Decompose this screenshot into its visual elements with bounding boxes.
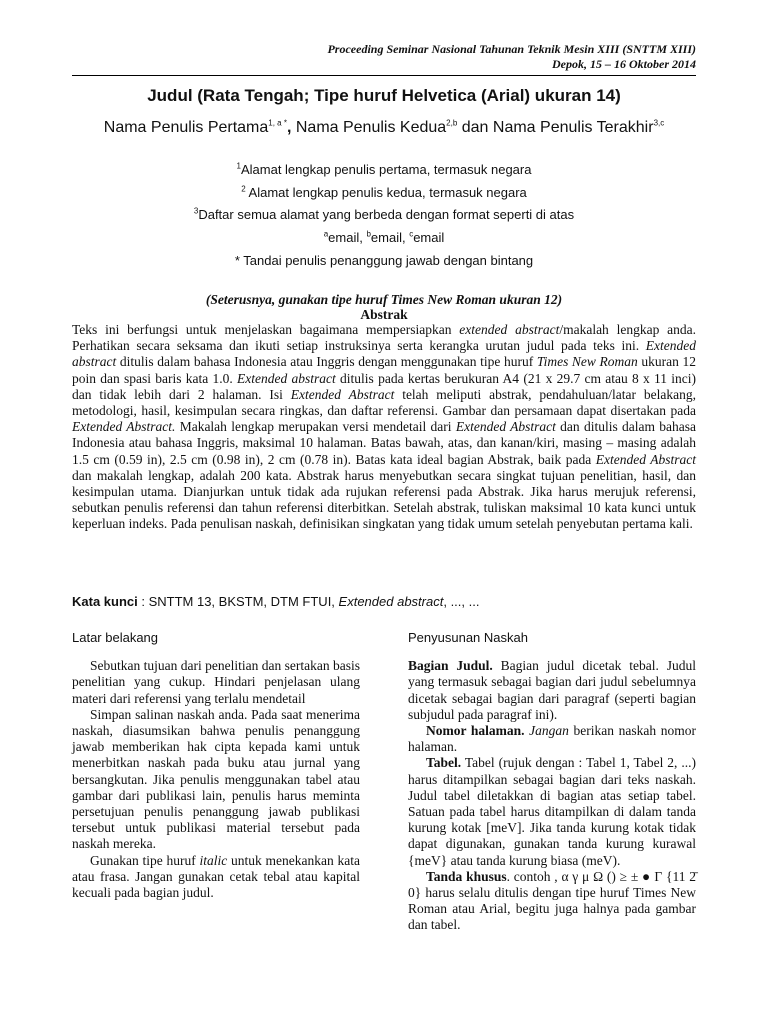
- abstract-text: dan makalah lengkap, adalah 200 kata. Abstrak harus menyebutkan secara singkat tujuan penelitian, hasil, dan kesimpulan utama. Dianjurkan untuk tidak ada rujukan referensi pada Abstrak. Jika harus merujuk referensi, sebutkan penulis referensi dan tahun referensi diterbitkan. Setelah abstrak, tuliskan maksimal 10 kata kunci untuk keperluan indeks. Pada penulisan naskah, definisikan singkatan yang tidak umum setelah penyebutan pertama kali.: [72, 467, 696, 532]
- keywords-label: Kata kunci: [72, 594, 138, 609]
- paragraph: Sebutkan tujuan dari penelitian dan sertakan basis penelitian yang cukup. Hindari penjelasan ulang materi dari referensi yang terlalu mendetail: [72, 658, 360, 706]
- abstract-emphasis: Extended Abstract.: [72, 419, 176, 435]
- author-list: [100, 118, 668, 137]
- section-heading-background: Latar belakang: [72, 630, 159, 645]
- run-in-heading: Tanda khusus: [426, 868, 507, 884]
- abstract-emphasis: extended abstract: [459, 322, 560, 337]
- email-b-marker: b: [366, 229, 371, 239]
- abstract-text: Teks ini berfungsi untuk menjelaskan bagaimana mempersiapkan: [72, 322, 460, 337]
- abstract-heading: Abstrak: [360, 307, 408, 322]
- paragraph-emphasis: Jangan: [524, 723, 569, 739]
- abstract-text: dan ditulis dalam bahasa Indonesia atau bahasa Inggris, maksimal 10 halaman. Batas bawah, atas, dan kanan/kiri, masing – masing adalah 1.5 cm (0.59 in), 2.5 cm (0.98 in), 2 cm (0.78 in). Batas kata ideal bagian Abstrak, baik pada: [72, 419, 697, 467]
- abstract-emphasis: Extended Abstract: [290, 386, 395, 402]
- keywords-text-end: , ..., ...: [443, 594, 480, 609]
- affiliation-1: [72, 162, 696, 177]
- author-2: Nama Penulis Kedua: [295, 119, 447, 136]
- paragraph-text: Tabel (rujuk dengan : Tabel 1, Tabel 2, ...) harus ditampilkan sebagai bagian dari teks naskah. Judul tabel diletakkan di bagian atas setiap tabel. Satuan pada tabel harus ditampilkan di dalam tanda kurung kotak [meV]. Jika tanda kurung kotak tidak dapat digunakan, gunakan tanda kurung kurawal {meV} atau tanda kurung biasa (meV).: [408, 755, 696, 868]
- run-in-heading: Tabel.: [426, 755, 462, 771]
- paragraph-text: berikan naskah nomor halaman.: [408, 723, 696, 755]
- abstract-text: ukuran 12 poin dan spasi baris kata 1.0.: [72, 354, 696, 386]
- abstract-text: telah meliputi abstrak, pendahuluan/latar belakang, metodologi, hasil, kesimpulan secara ringkas, dan daftar referensi. Gambar dan persamaan dapat disertakan pada: [72, 386, 696, 419]
- section-heading-manuscript: Penyusunan Naskah: [408, 630, 528, 645]
- paragraph: [408, 869, 696, 934]
- abstract-text: Makalah lengkap merupakan versi mendetail dari: [175, 419, 456, 435]
- author-1-marker: 1, a *: [268, 118, 287, 128]
- paragraph: Simpan salinan naskah anda. Pada saat menerima naskah, diasumsikan bahwa penulis penanggung jawab memberikan hak cipta kepada kami untuk menerbitkan naskah pada buku atau jurnal yang bersangkutan. Jika penulis menggunakan tabel atau gambar dari publikasi lain, penulis harus meminta persetujuan penulis penanggung jawab publikasi tersebut untuk publikasi material tersebut pada naskah mereka.: [72, 706, 360, 852]
- abstract-text: /makalah lengkap anda. Perhatikan secara seksama dan ikuti setiap instruksinya serta kerangka urutan judul pada teks ini.: [72, 322, 696, 354]
- affiliation-3-text: Daftar semua alamat yang berbeda dengan format seperti di atas: [198, 207, 575, 222]
- abstract-emphasis: Extended Abstract: [455, 419, 556, 435]
- paragraph: [408, 723, 696, 755]
- abstract-text: ditulis pada kertas berukuran A4 (21 x 29.7 cm atau 8 x 11 inci) dan tidak lebih dari 2 halaman. Isi: [72, 370, 696, 402]
- paragraph-text: . contoh , α γ μ Ω () ≥ ± ● Γ {11 2̄ 0} harus selalu ditulis dengan tipe huruf Times New Roman atau Arial, begitu juga halnya pada gambar dan tabel.: [408, 868, 696, 933]
- paragraph-emphasis: italic: [199, 852, 228, 868]
- run-in-heading: Bagian Judul.: [408, 658, 493, 674]
- header-rule: [72, 75, 696, 76]
- right-column: [408, 630, 696, 934]
- proceeding-header: [327, 42, 696, 72]
- abstract-emphasis: Extended Abstract: [595, 451, 696, 467]
- affiliation-2: [72, 185, 696, 200]
- paragraph-text: Bagian judul dicetak tebal. Judul yang termasuk sebagai bagian dari judul sebelumnya dicetak sebagai bagian dari paragraf (seperti bagian subjudul pada paragraf ini).: [408, 658, 696, 722]
- affiliation-1-marker: 1: [236, 161, 241, 171]
- paragraph-text: untuk menekankan kata atau frasa. Jangan gunakan cetak tebal atau kapital kecuali pada bagian judul.: [72, 852, 360, 901]
- header-line-1: Proceeding Seminar Nasional Tahunan Teknik Mesin XIII (SNTTM XIII): [327, 42, 696, 56]
- email-c: email: [413, 230, 445, 245]
- author-3: Nama Penulis Terakhir: [492, 119, 654, 136]
- affiliation-2-text: Alamat lengkap penulis kedua, termasuk negara: [245, 185, 527, 200]
- left-column: [72, 630, 360, 901]
- abstract-text: ditulis dalam bahasa Indonesia atau Inggris dengan menggunakan tipe huruf: [116, 354, 537, 370]
- header-line-2: Depok, 15 – 16 Oktober 2014: [552, 57, 696, 71]
- email-b: email,: [370, 230, 410, 245]
- keywords-text: : SNTTM 13, BKSTM, DTM FTUI,: [137, 594, 339, 609]
- email-line: [72, 230, 696, 245]
- abstract-emphasis: Times New Roman: [536, 354, 638, 370]
- author-separator-2: dan: [457, 119, 493, 136]
- paragraph-text: Gunakan tipe huruf: [90, 852, 200, 868]
- affiliation-1-text: Alamat lengkap penulis pertama, termasuk negara: [240, 162, 532, 177]
- keywords-emphasis: Extended abstract: [338, 594, 444, 609]
- author-separator-1: ,: [286, 119, 296, 136]
- abstract-body: [72, 322, 696, 533]
- paragraph: [72, 853, 360, 902]
- affiliation-3-marker: 3: [193, 206, 199, 216]
- font-instruction-note: (Seterusnya, gunakan tipe huruf Times New Roman ukuran 12): [205, 292, 563, 307]
- author-1: Nama Penulis Pertama: [103, 119, 269, 136]
- author-3-marker: 3,c: [653, 118, 665, 128]
- paragraph: [408, 755, 696, 868]
- corresponding-author-note: * Tandai penulis penanggung jawab dengan bintang: [234, 253, 534, 268]
- paper-title: Judul (Rata Tengah; Tipe huruf Helvetica (Arial) ukuran 14): [147, 86, 621, 105]
- author-2-marker: 2,b: [446, 118, 458, 128]
- email-a: email,: [328, 230, 367, 245]
- email-a-marker: a: [323, 229, 329, 239]
- abstract-emphasis: Extended abstract: [237, 370, 336, 386]
- email-c-marker: c: [409, 229, 414, 239]
- affiliation-3: [72, 207, 696, 222]
- run-in-heading: Nomor halaman.: [426, 723, 525, 739]
- keywords-line: [72, 594, 696, 609]
- abstract-emphasis: Extended abstract: [72, 338, 696, 370]
- paragraph: [408, 658, 696, 723]
- affiliation-2-marker: 2: [241, 184, 246, 194]
